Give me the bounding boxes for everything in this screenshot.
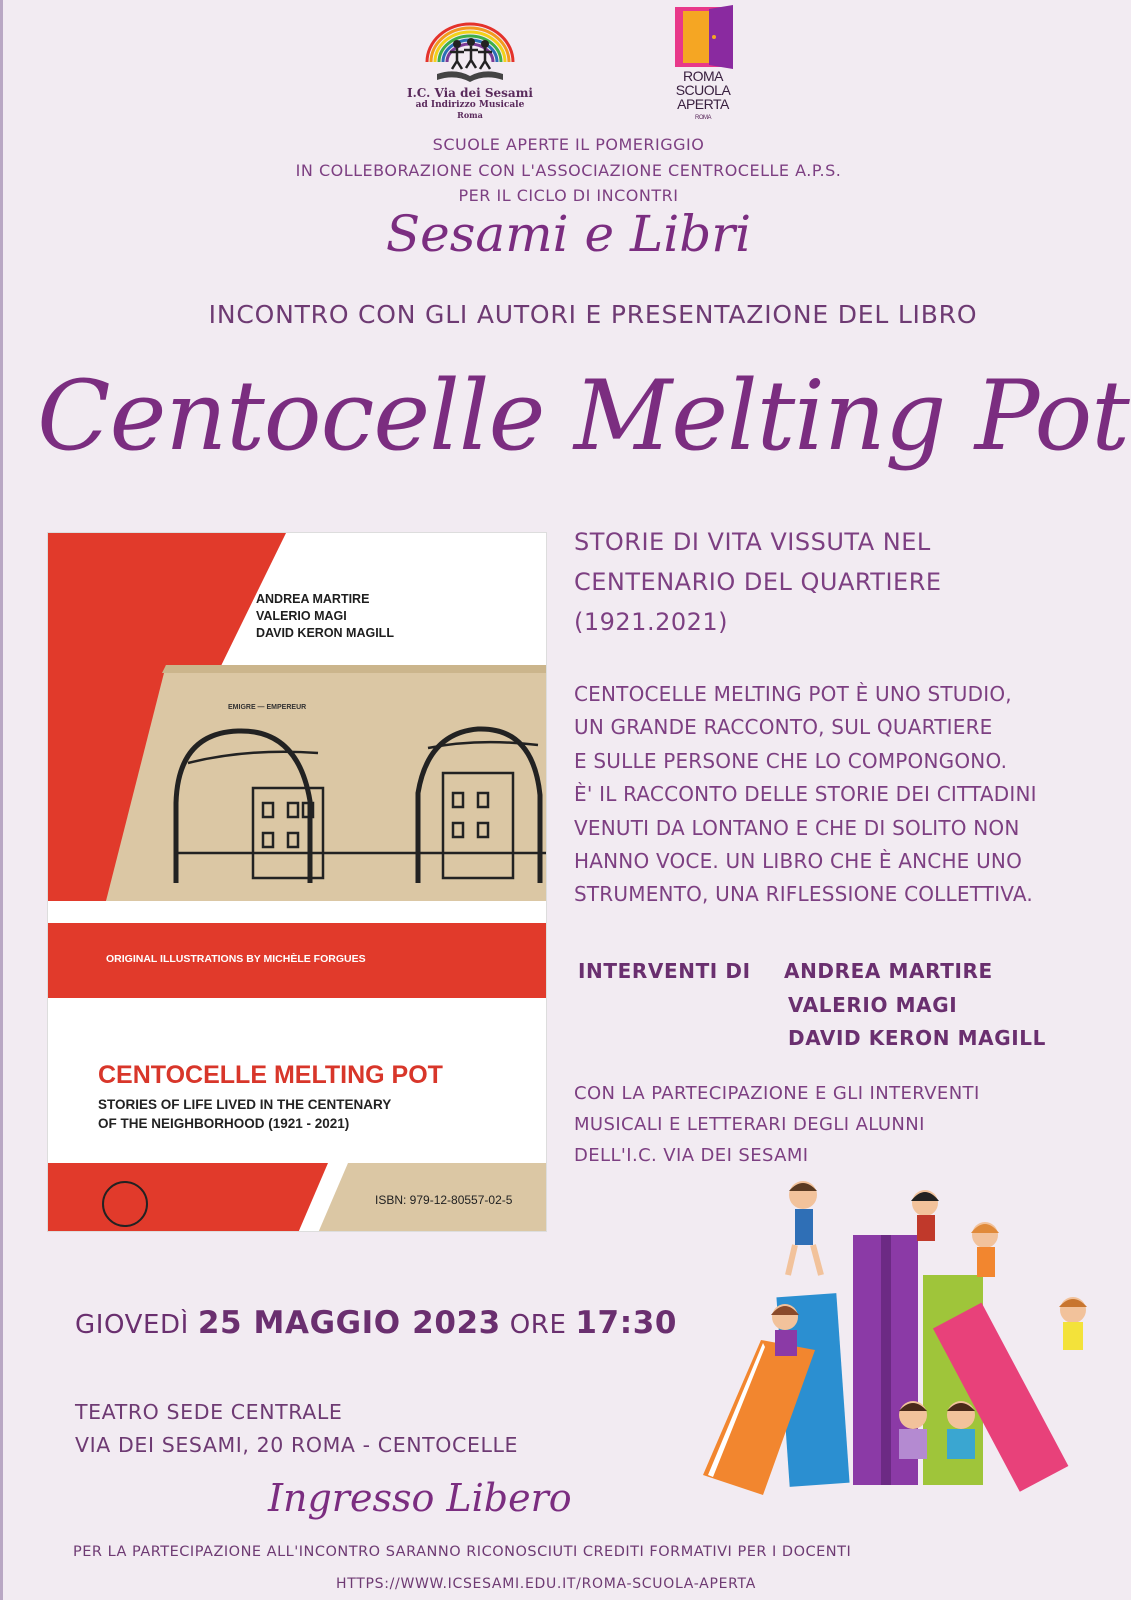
cover-subtitle-line: OF THE NEIGHBORHOOD (1921 - 2021) bbox=[98, 1116, 350, 1131]
interventi-label: INTERVENTI DI bbox=[578, 959, 751, 983]
header-line-3: PER IL CICLO DI INCONTRI bbox=[458, 186, 679, 205]
school-city: Roma bbox=[457, 110, 483, 120]
speaker-name: DAVID KERON MAGILL bbox=[788, 1026, 1046, 1050]
cover-author: DAVID KERON MAGILL bbox=[256, 626, 394, 640]
series-title: Sesami e Libri bbox=[385, 205, 752, 263]
cover-authors bbox=[256, 591, 394, 642]
school-type: ad Indirizzo Musicale bbox=[415, 100, 525, 110]
school-logo bbox=[395, 14, 545, 120]
partecipazione-line: DELL'I.C. VIA DEI SESAMI bbox=[574, 1145, 809, 1166]
partecipazione-block bbox=[574, 1078, 980, 1171]
event-subtitle: INCONTRO CON GLI AUTORI E PRESENTAZIONE DEL LIBRO bbox=[208, 300, 978, 329]
rainbow-children-icon bbox=[415, 14, 525, 84]
books-icon bbox=[703, 1235, 1068, 1495]
event-date bbox=[75, 1305, 677, 1341]
roma-logo-line2: SCUOLA bbox=[675, 82, 731, 98]
interventi-block bbox=[574, 955, 1046, 1056]
venue-line: TEATRO SEDE CENTRALE bbox=[75, 1400, 343, 1424]
description-line: UN GRANDE RACCONTO, SUL QUARTIERE bbox=[574, 715, 993, 740]
illustrations-credit: ORIGINAL ILLUSTRATIONS BY MICHÈLE FORGUES bbox=[106, 953, 366, 965]
description-block bbox=[574, 678, 1131, 912]
cover-subtitle bbox=[98, 1095, 391, 1133]
roma-scuola-aperta-logo bbox=[663, 5, 743, 125]
cover-author: VALERIO MAGI bbox=[256, 609, 347, 623]
cover-title: CENTOCELLE MELTING POT bbox=[98, 1061, 443, 1089]
event-ore-label: ORE bbox=[509, 1310, 567, 1340]
cover-subtitle-line: STORIES OF LIFE LIVED IN THE CENTENARY bbox=[98, 1097, 392, 1112]
venue-block bbox=[75, 1396, 518, 1462]
description-line: CENTOCELLE MELTING POT È UNO STUDIO, bbox=[574, 682, 1012, 706]
event-time: 17:30 bbox=[575, 1305, 678, 1341]
venue-line: VIA DEI SESAMI, 20 ROMA - CENTOCELLE bbox=[75, 1433, 519, 1457]
publisher-logo-icon bbox=[102, 1181, 148, 1227]
header-line-1: SCUOLE APERTE IL POMERIGGIO bbox=[432, 135, 705, 154]
partecipazione-line: CON LA PARTECIPAZIONE E GLI INTERVENTI bbox=[574, 1083, 980, 1104]
header-line-2: IN COLLEBORAZIONE CON L'ASSOCIAZIONE CENTROCELLE A.P.S. bbox=[295, 161, 842, 180]
roma-logo-line1: ROMA bbox=[683, 68, 723, 84]
speaker-name: VALERIO MAGI bbox=[788, 992, 958, 1017]
roma-logo-line3: APERTA bbox=[677, 96, 729, 112]
speaker-name: ANDREA MARTIRE bbox=[784, 959, 993, 983]
storie-line: CENTENARIO DEL QUARTIERE bbox=[574, 568, 942, 596]
storie-block bbox=[574, 522, 942, 642]
description-line: E SULLE PERSONE CHE LO COMPONGONO. bbox=[574, 748, 1008, 773]
book-cover bbox=[47, 532, 547, 1232]
school-name: I.C. Via dei Sesami bbox=[407, 86, 533, 100]
description-line: HANNO VOCE. UN LIBRO CHE È ANCHE UNO bbox=[574, 849, 1023, 874]
roma-logo-small: ROMA bbox=[695, 115, 711, 121]
storie-line: STORIE DI VITA VISSUTA NEL bbox=[574, 528, 931, 556]
description-line: È' IL RACCONTO DELLE STORIE DEI CITTADINI bbox=[574, 782, 1037, 807]
illustration-caption: EMIGRE — EMPEREUR bbox=[228, 704, 307, 711]
cover-author: ANDREA MARTIRE bbox=[256, 592, 370, 606]
storie-line: (1921.2021) bbox=[574, 608, 729, 636]
children-on-books-illustration bbox=[703, 1175, 1113, 1520]
partecipazione-line: MUSICALI E LETTERARI DEGLI ALUNNI bbox=[574, 1114, 925, 1135]
website-link[interactable]: HTTPS://WWW.ICSESAMI.EDU.IT/ROMA-SCUOLA-APERTA bbox=[336, 1576, 757, 1592]
description-line: STRUMENTO, UNA RIFLESSIONE COLLETTIVA. bbox=[574, 882, 1033, 907]
description-line: VENUTI DA LONTANO E CHE DI SOLITO NON bbox=[574, 815, 1020, 840]
cover-isbn: ISBN: 979-12-80557-02-5 bbox=[375, 1193, 513, 1207]
event-date-value: 25 MAGGIO 2023 bbox=[197, 1305, 501, 1341]
ingresso-libero: Ingresso Libero bbox=[268, 1476, 572, 1520]
open-door-icon bbox=[673, 5, 735, 69]
event-day: GIOVEDÌ bbox=[75, 1310, 189, 1340]
crediti-note: PER LA PARTECIPAZIONE ALL'INCONTRO SARANNO RICONOSCIUTI CREDITI FORMATIVI PER I DOCENTI bbox=[73, 1544, 852, 1560]
main-title: Centocelle Melting Pot bbox=[37, 360, 1129, 472]
